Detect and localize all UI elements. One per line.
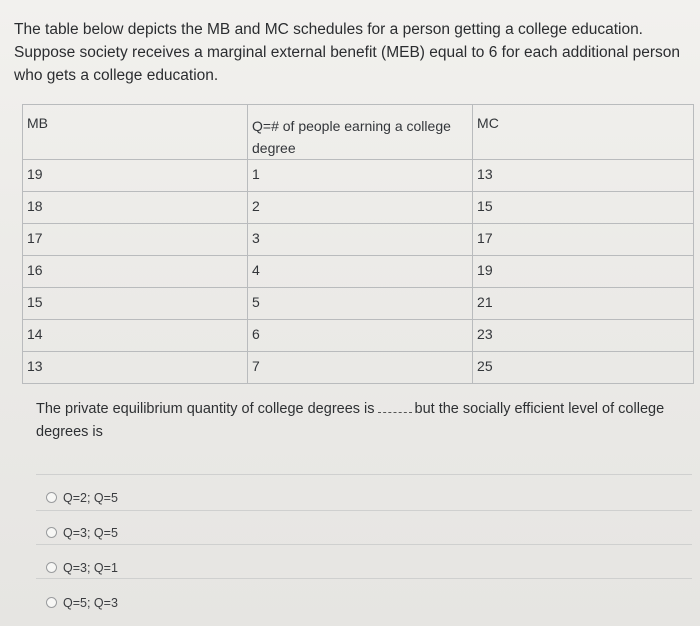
radio-button[interactable] (46, 597, 57, 608)
cell-mb: 17 (23, 224, 248, 256)
cell-mc: 21 (473, 288, 694, 320)
option-label: Q=2; Q=5 (63, 490, 118, 505)
cell-mb: 15 (23, 288, 248, 320)
table-row (23, 352, 694, 384)
divider (36, 474, 692, 475)
option-3[interactable] (46, 550, 118, 585)
radio-button[interactable] (46, 562, 57, 573)
answer-options (46, 480, 118, 620)
table-row (23, 256, 694, 288)
intro-line-3: who gets a college education. (14, 67, 219, 84)
cell-mc: 13 (473, 160, 694, 192)
header-mc: MC (473, 105, 694, 160)
header-quantity: Q=# of people earning a college degree (248, 105, 473, 160)
radio-button[interactable] (46, 492, 57, 503)
radio-button[interactable] (46, 527, 57, 538)
option-2[interactable] (46, 515, 118, 550)
option-label: Q=3; Q=5 (63, 525, 118, 540)
cell-mb: 13 (23, 352, 248, 384)
cell-q: 5 (248, 288, 473, 320)
table-row (23, 192, 694, 224)
option-4[interactable] (46, 585, 118, 620)
cell-mb: 19 (23, 160, 248, 192)
answer-blank (378, 400, 412, 413)
header-mb: MB (23, 105, 248, 160)
schedule-table (22, 104, 694, 384)
option-label: Q=5; Q=3 (63, 595, 118, 610)
cell-mb: 14 (23, 320, 248, 352)
cell-mc: 15 (473, 192, 694, 224)
cell-q: 3 (248, 224, 473, 256)
cell-q: 6 (248, 320, 473, 352)
intro-line-1: The table below depicts the MB and MC schedules for a person getting a college education. (14, 21, 643, 38)
table-row (23, 160, 694, 192)
cell-mc: 17 (473, 224, 694, 256)
question-part-2: but the socially efficient level of college degrees is (36, 401, 665, 440)
table-row (23, 320, 694, 352)
cell-mc: 19 (473, 256, 694, 288)
option-1[interactable] (46, 480, 118, 515)
cell-mb: 18 (23, 192, 248, 224)
question-text (36, 398, 696, 444)
divider (36, 510, 692, 511)
table-row (23, 288, 694, 320)
cell-mb: 16 (23, 256, 248, 288)
cell-q: 7 (248, 352, 473, 384)
divider (36, 544, 692, 545)
option-label: Q=3; Q=1 (63, 560, 118, 575)
cell-mc: 25 (473, 352, 694, 384)
table-header-row (23, 105, 694, 160)
question-part-1: The private equilibrium quantity of college degrees is (36, 401, 375, 417)
cell-q: 4 (248, 256, 473, 288)
cell-mc: 23 (473, 320, 694, 352)
intro-line-2: Suppose society receives a marginal external benefit (MEB) equal to 6 for each additional person (14, 44, 681, 61)
intro-text (14, 18, 694, 87)
cell-q: 2 (248, 192, 473, 224)
table-row (23, 224, 694, 256)
cell-q: 1 (248, 160, 473, 192)
divider (36, 578, 692, 579)
